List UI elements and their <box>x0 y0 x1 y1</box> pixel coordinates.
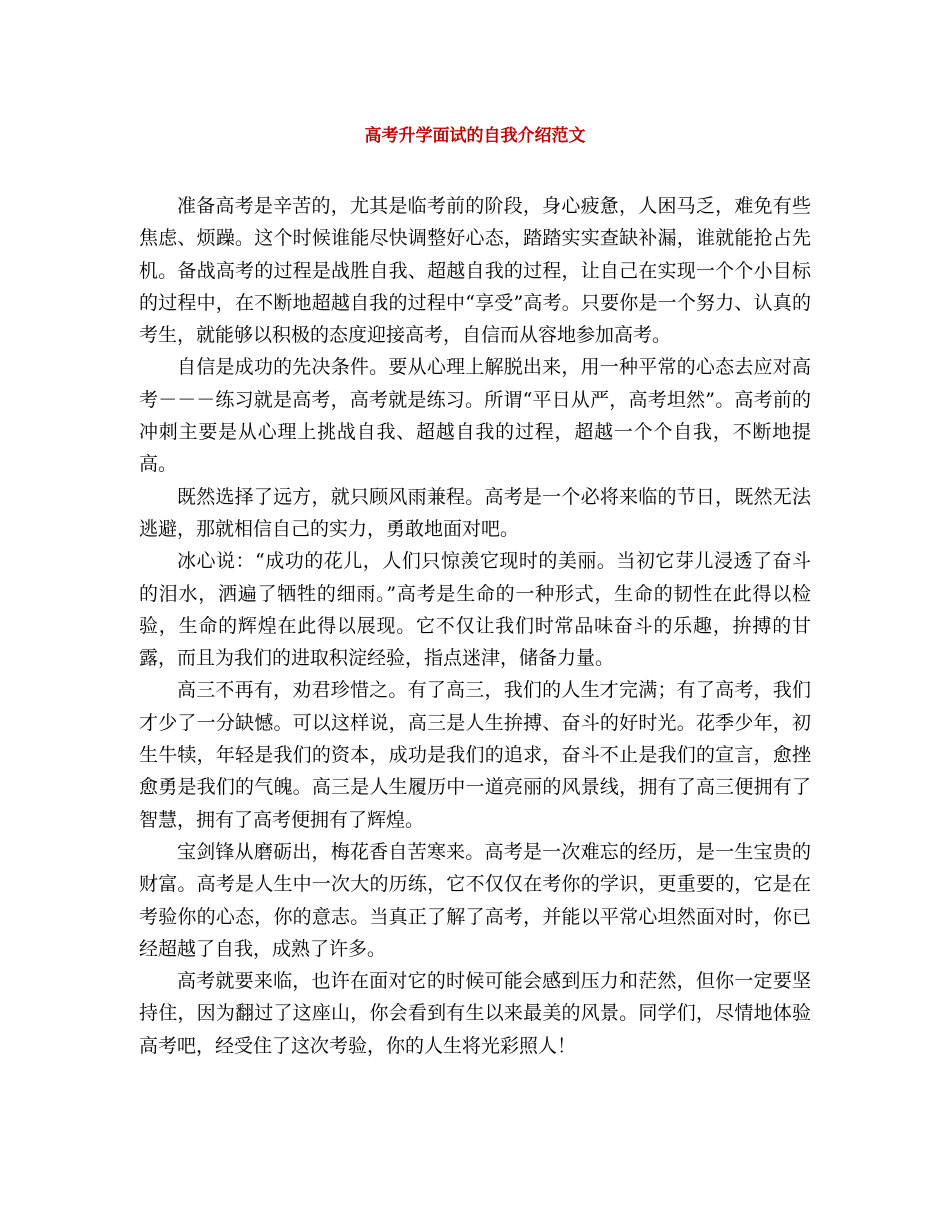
paragraph-1: 准备高考是辛苦的，尤其是临考前的阶段，身心疲惫，人困马乏，难免有些焦虑、烦躁。这个时候谁能尽快调整好心态，踏踏实实查缺补漏，谁就能抢占先机。备战高考的过程是战胜自我、超越自我的过程，让自己在实现一个个小目标的过程中，在不断地超越自我的过程中“享受”高考。只要你是一个努力、认真的考生，就能够以积极的态度迎接高考，自信而从容地参加高考。 <box>139 195 811 347</box>
paragraph-2: 自信是成功的先决条件。要从心理上解脱出来，用一种平常的心态去应对高考－－－练习就是高考，高考就是练习。所谓“平日从严，高考坦然”。高考前的冲刺主要是从心理上挑战自我、超越自我的过程，超越一个个自我，不断地提高。 <box>139 356 811 476</box>
paragraph-5: 高三不再有，劝君珍惜之。有了高三，我们的人生才完满；有了高考，我们才少了一分缺憾。可以这样说，高三是人生拚搏、奋斗的好时光。花季少年，初生牛犊，年轻是我们的资本，成功是我们的追求，奋斗不止是我们的宣言，愈挫愈勇是我们的气魄。高三是人生履历中一道亮丽的风景线，拥有了高三便拥有了智慧，拥有了高考便拥有了辉煌。 <box>139 679 811 831</box>
paragraph-6: 宝剑锋从磨砺出，梅花香自苦寒来。高考是一次难忘的经历，是一生宝贵的财富。高考是人生中一次大的历练，它不仅仅在考你的学识，更重要的，它是在考验你的心态，你的意志。当真正了解了高考，并能以平常心坦然面对时，你已经超越了自我，成熟了许多。 <box>139 840 811 960</box>
paragraph-3: 既然选择了远方，就只顾风雨兼程。高考是一个必将来临的节日，既然无法逃避，那就相信自己的实力，勇敢地面对吧。 <box>139 485 811 540</box>
paragraph-7: 高考就要来临，也许在面对它的时候可能会感到压力和茫然，但你一定要坚持住，因为翻过了这座山，你会看到有生以来最美的风景。同学们，尽情地体验高考吧，经受住了这次考验，你的人生将光彩照人！ <box>139 970 811 1057</box>
document-title: 高考升学面试的自我介绍范文 <box>364 126 586 146</box>
document-body <box>139 190 811 1062</box>
paragraph-4: 冰心说：“成功的花儿，人们只惊羡它现时的美丽。当初它芽儿浸透了奋斗的泪水，洒遍了牺牲的细雨。”高考是生命的一种形式，生命的韧性在此得以检验，生命的辉煌在此得以展现。它不仅让我们时常品味奋斗的乐趣，拚搏的甘露，而且为我们的进取积淀经验，指点迷津，储备力量。 <box>139 550 811 670</box>
